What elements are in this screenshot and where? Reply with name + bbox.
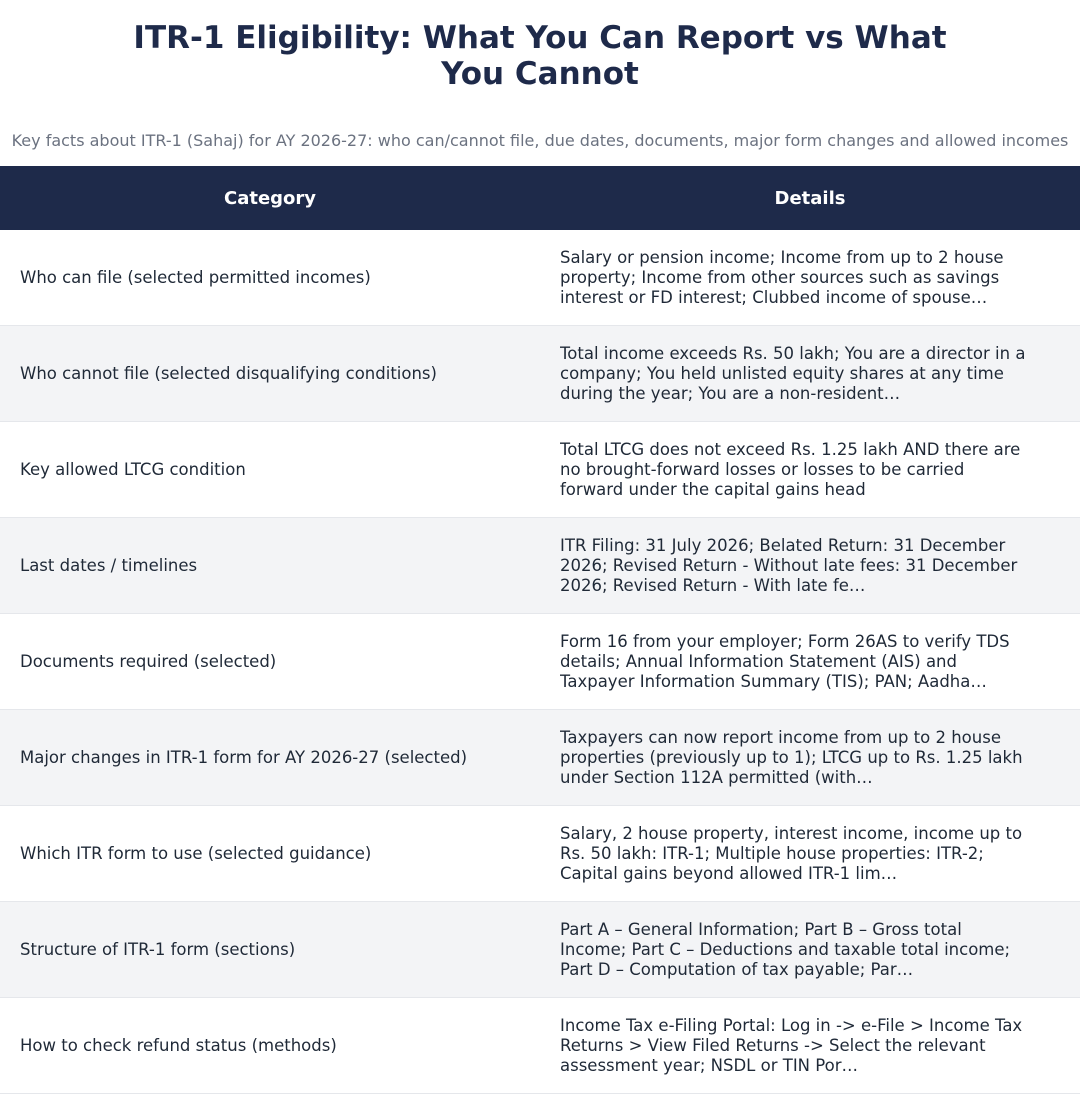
category-cell: Who cannot file (selected disqualifying conditions) xyxy=(0,326,540,422)
details-cell xyxy=(540,998,1080,1094)
table-row xyxy=(0,422,1080,518)
eligibility-table xyxy=(0,166,1080,1094)
details-text: Total income exceeds Rs. 50 lakh; You are a director in a company; You held unlisted equity shares at any time during the year; You are a non-resident… xyxy=(560,343,1026,403)
table-row xyxy=(0,518,1080,614)
category-cell: Last dates / timelines xyxy=(0,518,540,614)
details-cell xyxy=(540,230,1080,326)
table-row xyxy=(0,710,1080,806)
category-cell: Major changes in ITR-1 form for AY 2026-27 (selected) xyxy=(0,710,540,806)
details-text: Income Tax e-Filing Portal: Log in -> e-File > Income Tax Returns > View Filed Returns -> Select the relevant assessment year; NSDL or TIN Por… xyxy=(560,1015,1023,1075)
table-row xyxy=(0,806,1080,902)
page-title xyxy=(0,0,1080,92)
column-header-category: Category xyxy=(0,166,540,230)
table-header-row xyxy=(0,166,1080,230)
details-text: Form 16 from your employer; Form 26AS to verify TDS details; Annual Information Statement (AIS) and Taxpayer Information Summary (TIS); PAN; Aadha… xyxy=(560,631,1010,691)
table-row xyxy=(0,998,1080,1094)
category-cell: Documents required (selected) xyxy=(0,614,540,710)
details-cell xyxy=(540,710,1080,806)
table-row xyxy=(0,230,1080,326)
page-title-line-2: You Cannot xyxy=(441,56,639,92)
page-subtitle: Key facts about ITR-1 (Sahaj) for AY 2026-27: who can/cannot file, due dates, documents, major form changes and allowed incomes xyxy=(11,131,1069,150)
details-text: Salary, 2 house property, interest income, income up to Rs. 50 lakh: ITR-1; Multiple house properties: ITR-2; Capital gains beyond allowed ITR-1 lim… xyxy=(560,823,1023,883)
details-text: Part A – General Information; Part B – Gross total Income; Part C – Deductions and taxable total income; Part D – Computation of tax payable; Par… xyxy=(560,919,1011,979)
category-cell: Key allowed LTCG condition xyxy=(0,422,540,518)
details-cell xyxy=(540,806,1080,902)
details-cell xyxy=(540,614,1080,710)
category-cell: How to check refund status (methods) xyxy=(0,998,540,1094)
table-body xyxy=(0,230,1080,1094)
details-text: ITR Filing: 31 July 2026; Belated Return: 31 December 2026; Revised Return - Without late fees: 31 December 2026; Revised Return - With late fe… xyxy=(560,535,1018,595)
category-cell: Structure of ITR-1 form (sections) xyxy=(0,902,540,998)
details-cell xyxy=(540,422,1080,518)
details-cell xyxy=(540,902,1080,998)
details-text: Total LTCG does not exceed Rs. 1.25 lakh AND there are no brought-forward losses or losses to be carried forward under the capital gains head xyxy=(560,439,1021,499)
details-cell xyxy=(540,326,1080,422)
category-cell: Which ITR form to use (selected guidance) xyxy=(0,806,540,902)
details-text: Salary or pension income; Income from up to 2 house property; Income from other sources such as savings interest or FD interest; Clubbed income of spouse… xyxy=(560,247,1004,307)
table-row xyxy=(0,326,1080,422)
column-header-details: Details xyxy=(540,166,1080,230)
table-row xyxy=(0,902,1080,998)
details-cell xyxy=(540,518,1080,614)
category-cell: Who can file (selected permitted incomes) xyxy=(0,230,540,326)
table-row xyxy=(0,614,1080,710)
details-text: Taxpayers can now report income from up to 2 house properties (previously up to 1); LTCG up to Rs. 1.25 lakh under Section 112A permitted (with… xyxy=(560,727,1023,787)
page-title-line-1: ITR-1 Eligibility: What You Can Report vs What xyxy=(133,20,947,56)
